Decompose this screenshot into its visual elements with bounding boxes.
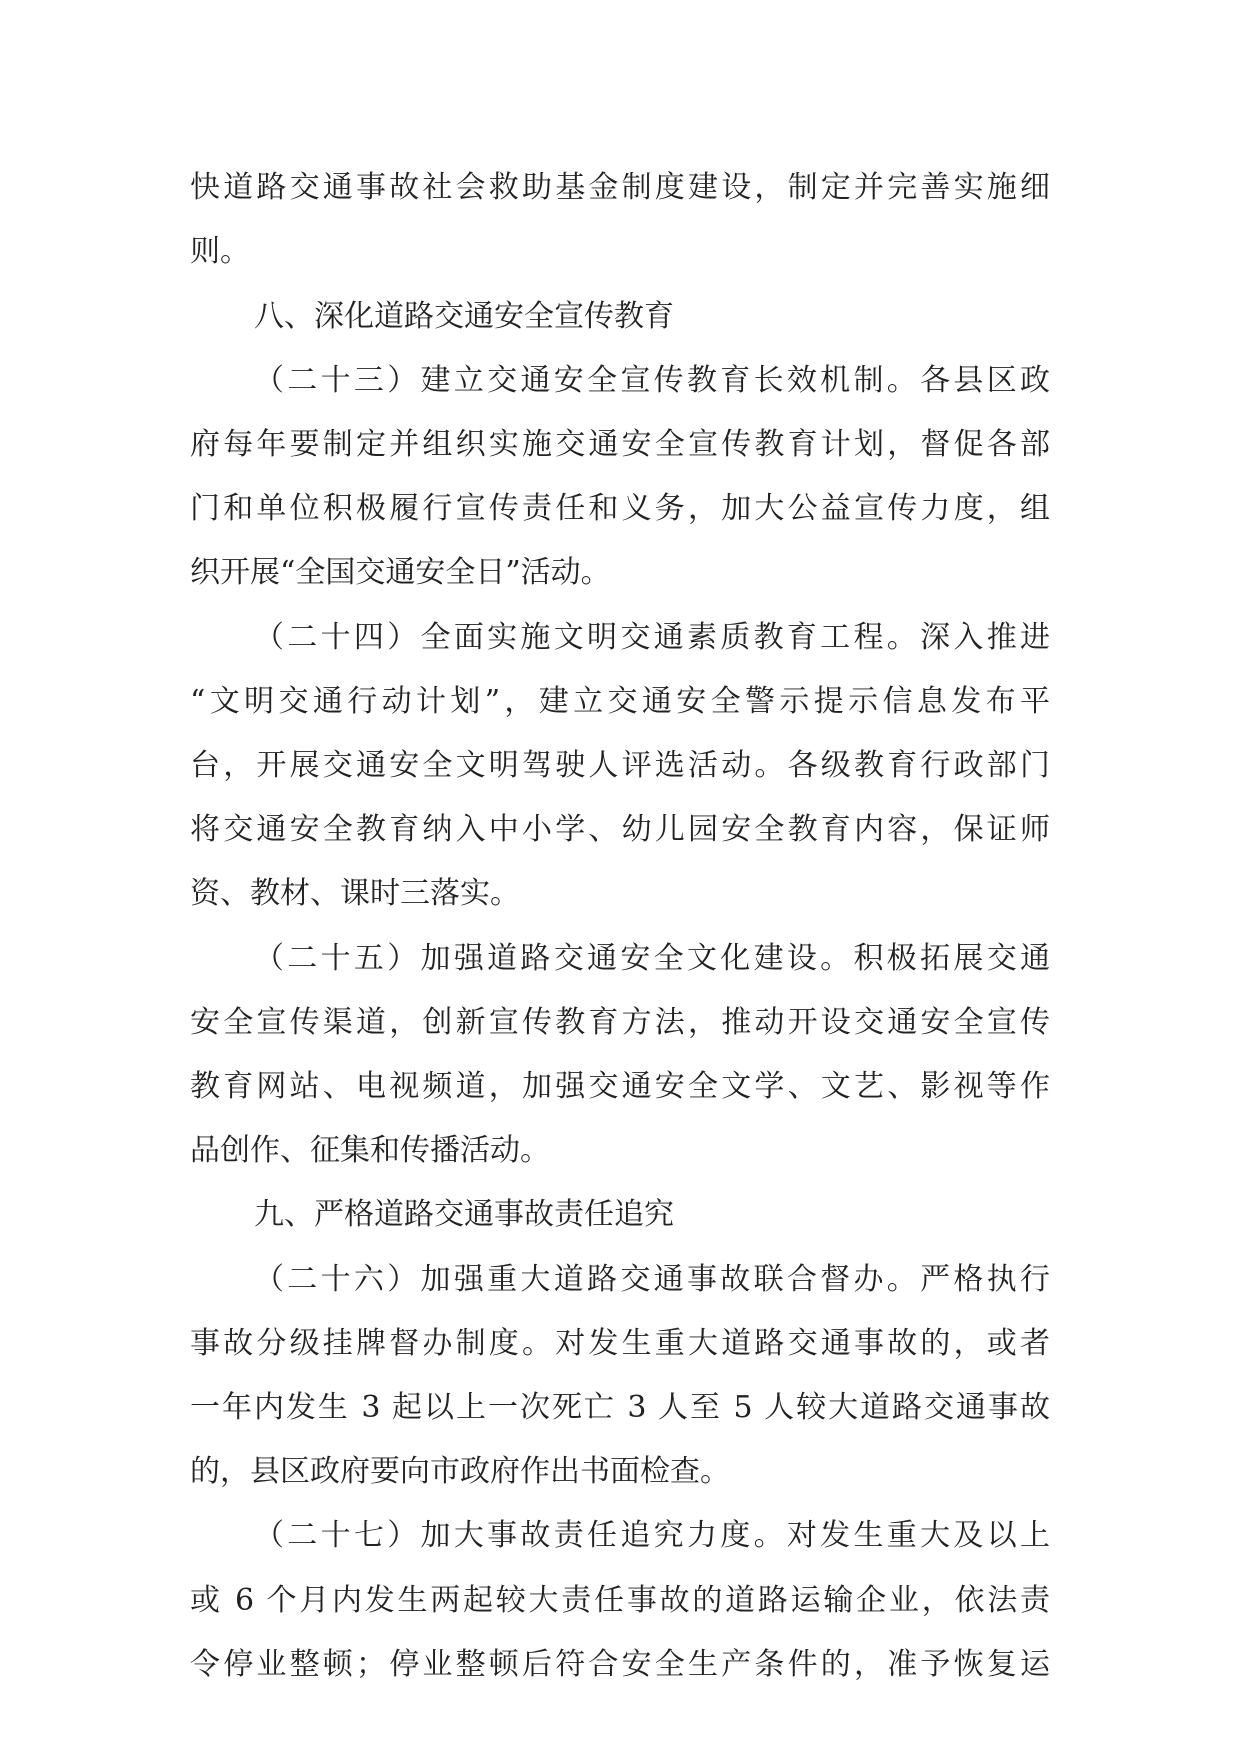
section-heading-9: 九、严格道路交通事故责任追究 (254, 1197, 674, 1232)
text-line-18: （二十六）加强重大道路交通事故联合督办。严格执行 (254, 1262, 1050, 1297)
text-line-21: 的，县区政府要向市政府作出书面检查。 (190, 1454, 730, 1489)
text-line-6: 门和单位积极履行宣传责任和义务，加大公益宣传力度，组 (190, 491, 1050, 526)
text-line-5: 府每年要制定并组织实施交通安全宣传教育计划，督促各部 (190, 427, 1050, 462)
text-line-8: （二十四）全面实施文明交通素质教育工程。深入推进 (254, 620, 1050, 655)
text-line-24: 令停业整顿；停业整顿后符合安全生产条件的，准予恢复运 (190, 1647, 1050, 1682)
text-line-7: 织开展“全国交通安全日”活动。 (190, 555, 611, 590)
text-line-10: 台，开展交通安全文明驾驶人评选活动。各级教育行政部门 (190, 748, 1050, 783)
text-line-13: （二十五）加强道路交通安全文化建设。积极拓展交通 (254, 941, 1050, 976)
section-heading-8: 八、深化道路交通安全宣传教育 (254, 299, 674, 334)
text-line-4: （二十三）建立交通安全宣传教育长效机制。各县区政 (254, 363, 1050, 398)
text-line-16: 品创作、征集和传播活动。 (190, 1133, 550, 1168)
text-line-1: 快道路交通事故社会救助基金制度建设，制定并完善实施细 (190, 170, 1050, 205)
text-line-14: 安全宣传渠道，创新宣传教育方法，推动开设交通安全宣传 (190, 1005, 1050, 1040)
text-line-9: “文明交通行动计划”，建立交通安全警示提示信息发布平 (190, 684, 1050, 719)
text-line-11: 将交通安全教育纳入中小学、幼儿园安全教育内容，保证师 (190, 812, 1050, 847)
text-line-15: 教育网站、电视频道，加强交通安全文学、文艺、影视等作 (190, 1069, 1050, 1104)
text-line-19: 事故分级挂牌督办制度。对发生重大道路交通事故的，或者 (190, 1326, 1050, 1361)
text-line-22: （二十七）加大事故责任追究力度。对发生重大及以上 (254, 1518, 1050, 1553)
text-line-2: 则。 (190, 234, 250, 269)
text-line-12: 资、教材、课时三落实。 (190, 876, 520, 911)
text-line-20: 一年内发生 3 起以上一次死亡 3 人至 5 人较大道路交通事故 (190, 1390, 1050, 1425)
text-line-23: 或 6 个月内发生两起较大责任事故的道路运输企业，依法责 (190, 1583, 1050, 1618)
